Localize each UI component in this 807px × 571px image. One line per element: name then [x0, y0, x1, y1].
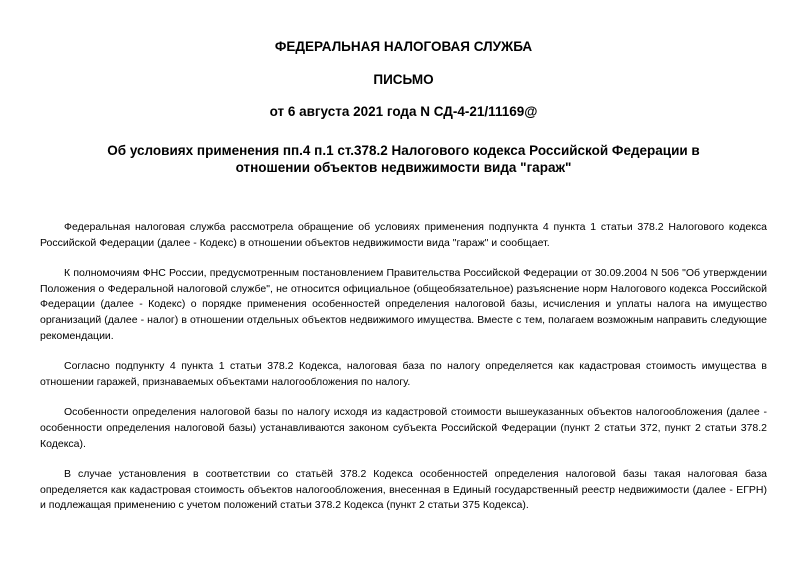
body-paragraph: В случае установления в соответствии со статьёй 378.2 Кодекса особенностей определения налоговой базы такая налоговая база определяется как кадастровая стоимость объектов налогообложения, внесенная в Единый государственный реестр недвижимости (далее - ЕГРН) и подлежащая применению с учетом положений статьи 378.2 Кодекса (пункт 2 статьи 375 Кодекса). — [40, 468, 767, 512]
document-type: ПИСЬМО — [373, 72, 434, 87]
document-body — [40, 220, 767, 514]
body-paragraph: Федеральная налоговая служба рассмотрела обращение об условиях применения подпункта 4 пункта 1 статьи 378.2 Налогового кодекса Российской Федерации (далее - Кодекс) в отношении объектов недвижимости вида "гараж" и сообщает. — [40, 221, 767, 249]
document-subject: Об условиях применения пп.4 п.1 ст.378.2 Налогового кодекса Российской Федерации в отношении объектов недвижимости вида "гараж" — [107, 143, 700, 175]
document-reference: от 6 августа 2021 года N СД-4-21/11169@ — [269, 104, 538, 119]
body-paragraph: Согласно подпункту 4 пункта 1 статьи 378.2 Кодекса, налоговая база по налогу определяется как кадастровая стоимость имущества в отношении гаражей, признаваемых объектами налогообложения по налогу. — [40, 360, 767, 388]
agency-name: ФЕДЕРАЛЬНАЯ НАЛОГОВАЯ СЛУЖБА — [274, 39, 533, 54]
body-paragraph: К полномочиям ФНС России, предусмотренным постановлением Правительства Российской Федерации от 30.09.2004 N 506 "Об утверждении Положения о Федеральной налоговой службе", не относится официальное (общеобязательное) разъяснение норм Налогового кодекса Российской Федерации (далее - Кодекс) о порядке применения особенностей определения налоговой базы, исчисления и уплаты налога на имущество организаций (далее - налог) в отношении отдельных объектов недвижимого имущества. Вместе с тем, полагаем возможным направить следующие рекомендации. — [40, 267, 767, 342]
body-paragraph: Особенности определения налоговой базы по налогу исходя из кадастровой стоимости вышеуказанных объектов налогообложения (далее - особенности определения налоговой базы) устанавливаются законом субъекта Российской Федерации (пункт 2 статьи 372, пункт 2 статьи 378.2 Кодекса). — [40, 406, 767, 450]
